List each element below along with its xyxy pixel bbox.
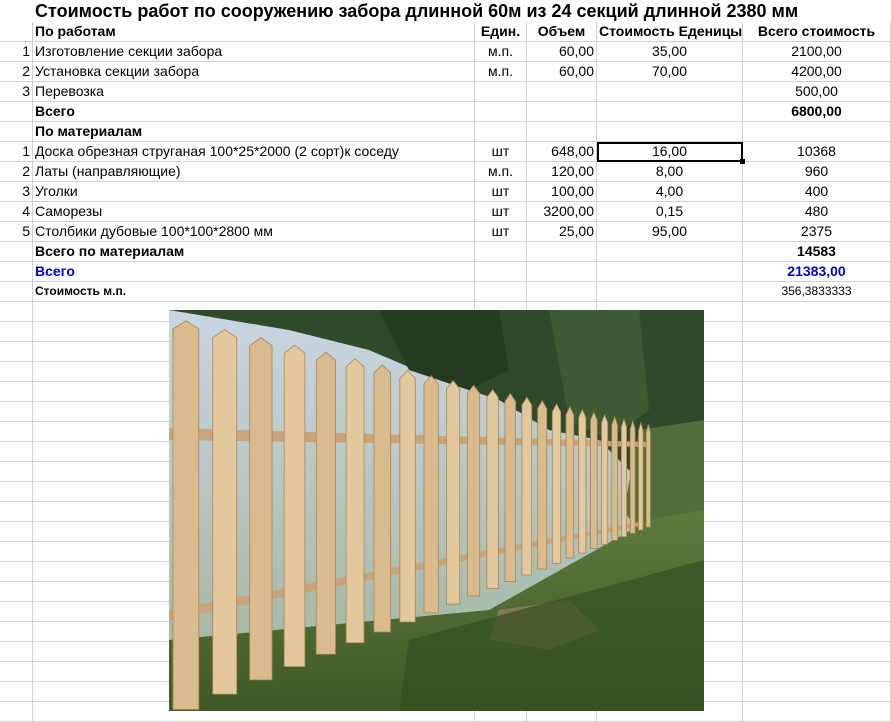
empty-cell[interactable] [0, 422, 33, 442]
empty-cell[interactable] [743, 702, 891, 722]
item-qty-cell[interactable] [527, 122, 597, 142]
item-unit-cell[interactable]: м.п. [475, 62, 527, 82]
item-price-cell[interactable]: 35,00 [597, 42, 743, 62]
row-number-cell[interactable] [0, 282, 33, 302]
item-qty-cell[interactable] [527, 102, 597, 122]
empty-cell[interactable] [743, 482, 891, 502]
item-qty-cell[interactable]: 3200,00 [527, 202, 597, 222]
empty-cell[interactable] [743, 322, 891, 342]
item-unit-cell[interactable]: м.п. [475, 162, 527, 182]
fence-picket [646, 424, 650, 527]
empty-cell[interactable] [743, 522, 891, 542]
empty-cell[interactable] [743, 642, 891, 662]
item-unit-cell[interactable] [475, 122, 527, 142]
fence-photo-image [169, 310, 704, 711]
row-number-cell[interactable]: 1 [0, 42, 33, 62]
empty-cell[interactable] [743, 502, 891, 522]
item-qty-cell[interactable]: Объем [527, 22, 597, 42]
item-name-cell[interactable]: Изготовление секции забора [33, 42, 475, 62]
item-total-cell[interactable]: 2100,00 [743, 42, 891, 62]
sheet-title: Стоимость работ по сооружению забора длинной 60м из 24 секций длинной 2380 мм [35, 1, 799, 21]
empty-cell[interactable] [0, 342, 33, 362]
item-name-cell[interactable]: Перевозка [33, 82, 475, 102]
fence-picket [566, 407, 574, 558]
item-qty-cell[interactable] [527, 282, 597, 302]
empty-cell[interactable] [743, 302, 891, 322]
item-price-cell[interactable]: Стоимость Еденицы [597, 22, 743, 42]
empty-cell[interactable] [0, 362, 33, 382]
empty-cell[interactable] [743, 362, 891, 382]
item-name-cell[interactable]: По материалам [33, 122, 475, 142]
item-unit-cell[interactable] [475, 242, 527, 262]
item-name-cell[interactable]: Всего [33, 102, 475, 122]
item-total-cell[interactable]: 14583 [743, 242, 891, 262]
empty-cell[interactable] [743, 402, 891, 422]
item-name-cell[interactable]: Установка секции забора [33, 62, 475, 82]
item-name-cell[interactable]: Доска обрезная струганая 100*25*2000 (2 сорт)к соседу [33, 142, 475, 162]
item-qty-cell[interactable] [527, 262, 597, 282]
row-number-cell[interactable] [0, 262, 33, 282]
fence-picket [467, 385, 479, 596]
empty-cell[interactable] [0, 382, 33, 402]
item-price-cell[interactable]: 95,00 [597, 222, 743, 242]
item-name-cell[interactable]: Стоимость м.п. [33, 282, 475, 302]
fence-picket [400, 371, 415, 623]
empty-cell[interactable] [0, 582, 33, 602]
item-unit-cell[interactable] [475, 102, 527, 122]
item-qty-cell[interactable] [527, 82, 597, 102]
item-unit-cell[interactable]: м.п. [475, 42, 527, 62]
item-unit-cell[interactable] [475, 282, 527, 302]
empty-cell[interactable] [743, 442, 891, 462]
item-total-cell[interactable] [743, 122, 891, 142]
item-total-cell[interactable]: 6800,00 [743, 102, 891, 122]
empty-cell[interactable] [743, 582, 891, 602]
fence-picket [522, 397, 532, 575]
fence-picket [579, 410, 586, 553]
empty-cell[interactable] [0, 662, 33, 682]
fence-picket [487, 390, 498, 589]
item-price-cell[interactable]: 4,00 [597, 182, 743, 202]
item-price-cell[interactable] [597, 242, 743, 262]
item-name-cell[interactable]: Всего [33, 262, 475, 282]
item-total-cell[interactable]: 21383,00 [743, 262, 891, 282]
empty-cell[interactable] [0, 562, 33, 582]
fence-picket [590, 412, 597, 548]
item-total-cell[interactable]: 480 [743, 202, 891, 222]
item-name-cell[interactable]: Уголки [33, 182, 475, 202]
empty-cell[interactable] [0, 482, 33, 502]
item-name-cell[interactable]: По работам [33, 22, 475, 42]
empty-cell[interactable] [0, 522, 33, 542]
fence-picket [621, 419, 626, 537]
fence-picket [552, 404, 560, 563]
row-number-cell[interactable] [0, 22, 33, 42]
item-price-cell[interactable]: 70,00 [597, 62, 743, 82]
empty-cell[interactable] [0, 642, 33, 662]
item-qty-cell[interactable]: 60,00 [527, 42, 597, 62]
fence-picket [173, 321, 199, 710]
item-unit-cell[interactable]: шт [475, 182, 527, 202]
empty-cell[interactable] [0, 402, 33, 422]
fence-picket [602, 415, 608, 545]
item-price-cell[interactable]: 8,00 [597, 162, 743, 182]
empty-cell[interactable] [0, 302, 33, 322]
item-qty-cell[interactable]: 60,00 [527, 62, 597, 82]
item-unit-cell[interactable]: шт [475, 202, 527, 222]
item-qty-cell[interactable] [527, 242, 597, 262]
row-number-cell[interactable]: 2 [0, 62, 33, 82]
fence-picket [505, 394, 516, 582]
empty-cell[interactable] [743, 682, 891, 702]
item-name-cell[interactable]: Всего по материалам [33, 242, 475, 262]
row-number-cell[interactable]: 5 [0, 222, 33, 242]
item-qty-cell[interactable]: 120,00 [527, 162, 597, 182]
item-unit-cell[interactable] [475, 262, 527, 282]
item-unit-cell[interactable]: Един. [475, 22, 527, 42]
empty-cell[interactable] [0, 462, 33, 482]
empty-cell[interactable] [743, 462, 891, 482]
item-total-cell[interactable]: 356,3833333 [743, 282, 891, 302]
fence-photo [169, 310, 704, 711]
empty-cell[interactable] [0, 502, 33, 522]
row-number-cell[interactable]: 2 [0, 162, 33, 182]
fence-picket [424, 376, 438, 613]
empty-cell[interactable] [743, 622, 891, 642]
row-number-cell[interactable]: 3 [0, 82, 33, 102]
fence-picket [538, 401, 547, 569]
item-price-cell[interactable] [597, 282, 743, 302]
fence-picket [630, 421, 635, 533]
empty-cell[interactable] [0, 682, 33, 702]
fence-picket [284, 345, 305, 666]
item-price-cell[interactable]: 0,15 [597, 202, 743, 222]
item-name-cell[interactable]: Столбики дубовые 100*100*2800 мм [33, 222, 475, 242]
empty-cell[interactable] [743, 342, 891, 362]
item-qty-cell[interactable]: 648,00 [527, 142, 597, 162]
fence-picket [250, 338, 272, 680]
empty-cell[interactable] [0, 702, 33, 722]
empty-cell[interactable] [743, 602, 891, 622]
empty-cell[interactable] [743, 562, 891, 582]
fence-picket [213, 330, 237, 695]
item-qty-cell[interactable]: 25,00 [527, 222, 597, 242]
item-price-cell[interactable] [597, 262, 743, 282]
empty-cell[interactable] [743, 662, 891, 682]
fence-picket [346, 359, 364, 643]
item-total-cell[interactable]: Всего стоимость [743, 22, 891, 42]
empty-cell[interactable] [0, 322, 33, 342]
item-name-cell[interactable]: Латы (направляющие) [33, 162, 475, 182]
empty-cell[interactable] [0, 622, 33, 642]
item-unit-cell[interactable] [475, 82, 527, 102]
empty-cell[interactable] [0, 442, 33, 462]
item-total-cell[interactable]: 400 [743, 182, 891, 202]
empty-cell[interactable] [743, 422, 891, 442]
empty-cell[interactable] [0, 542, 33, 562]
fence-picket [374, 365, 391, 632]
row-number-cell[interactable] [0, 242, 33, 262]
item-unit-cell[interactable]: шт [475, 222, 527, 242]
fence-picket [639, 423, 643, 530]
fence-picket [316, 352, 335, 654]
empty-cell[interactable] [743, 542, 891, 562]
row-number-cell[interactable]: 4 [0, 202, 33, 222]
item-price-cell[interactable]: 16,00 [597, 142, 743, 162]
item-unit-cell[interactable]: шт [475, 142, 527, 162]
empty-cell[interactable] [743, 382, 891, 402]
item-total-cell[interactable]: 960 [743, 162, 891, 182]
fill-handle[interactable] [740, 159, 745, 164]
empty-cell[interactable] [0, 602, 33, 622]
item-name-cell[interactable]: Саморезы [33, 202, 475, 222]
row-number-cell[interactable]: 1 [0, 142, 33, 162]
row-number-cell[interactable] [0, 122, 33, 142]
fence-picket [612, 417, 618, 540]
row-number-cell[interactable]: 3 [0, 182, 33, 202]
item-total-cell[interactable]: 4200,00 [743, 62, 891, 82]
item-qty-cell[interactable]: 100,00 [527, 182, 597, 202]
item-price-cell[interactable] [597, 122, 743, 142]
item-total-cell[interactable]: 500,00 [743, 82, 891, 102]
item-total-cell[interactable]: 2375 [743, 222, 891, 242]
item-price-cell[interactable] [597, 82, 743, 102]
row-number-cell[interactable] [0, 102, 33, 122]
item-total-cell[interactable]: 10368 [743, 142, 891, 162]
item-price-cell[interactable] [597, 102, 743, 122]
fence-picket [446, 381, 459, 604]
